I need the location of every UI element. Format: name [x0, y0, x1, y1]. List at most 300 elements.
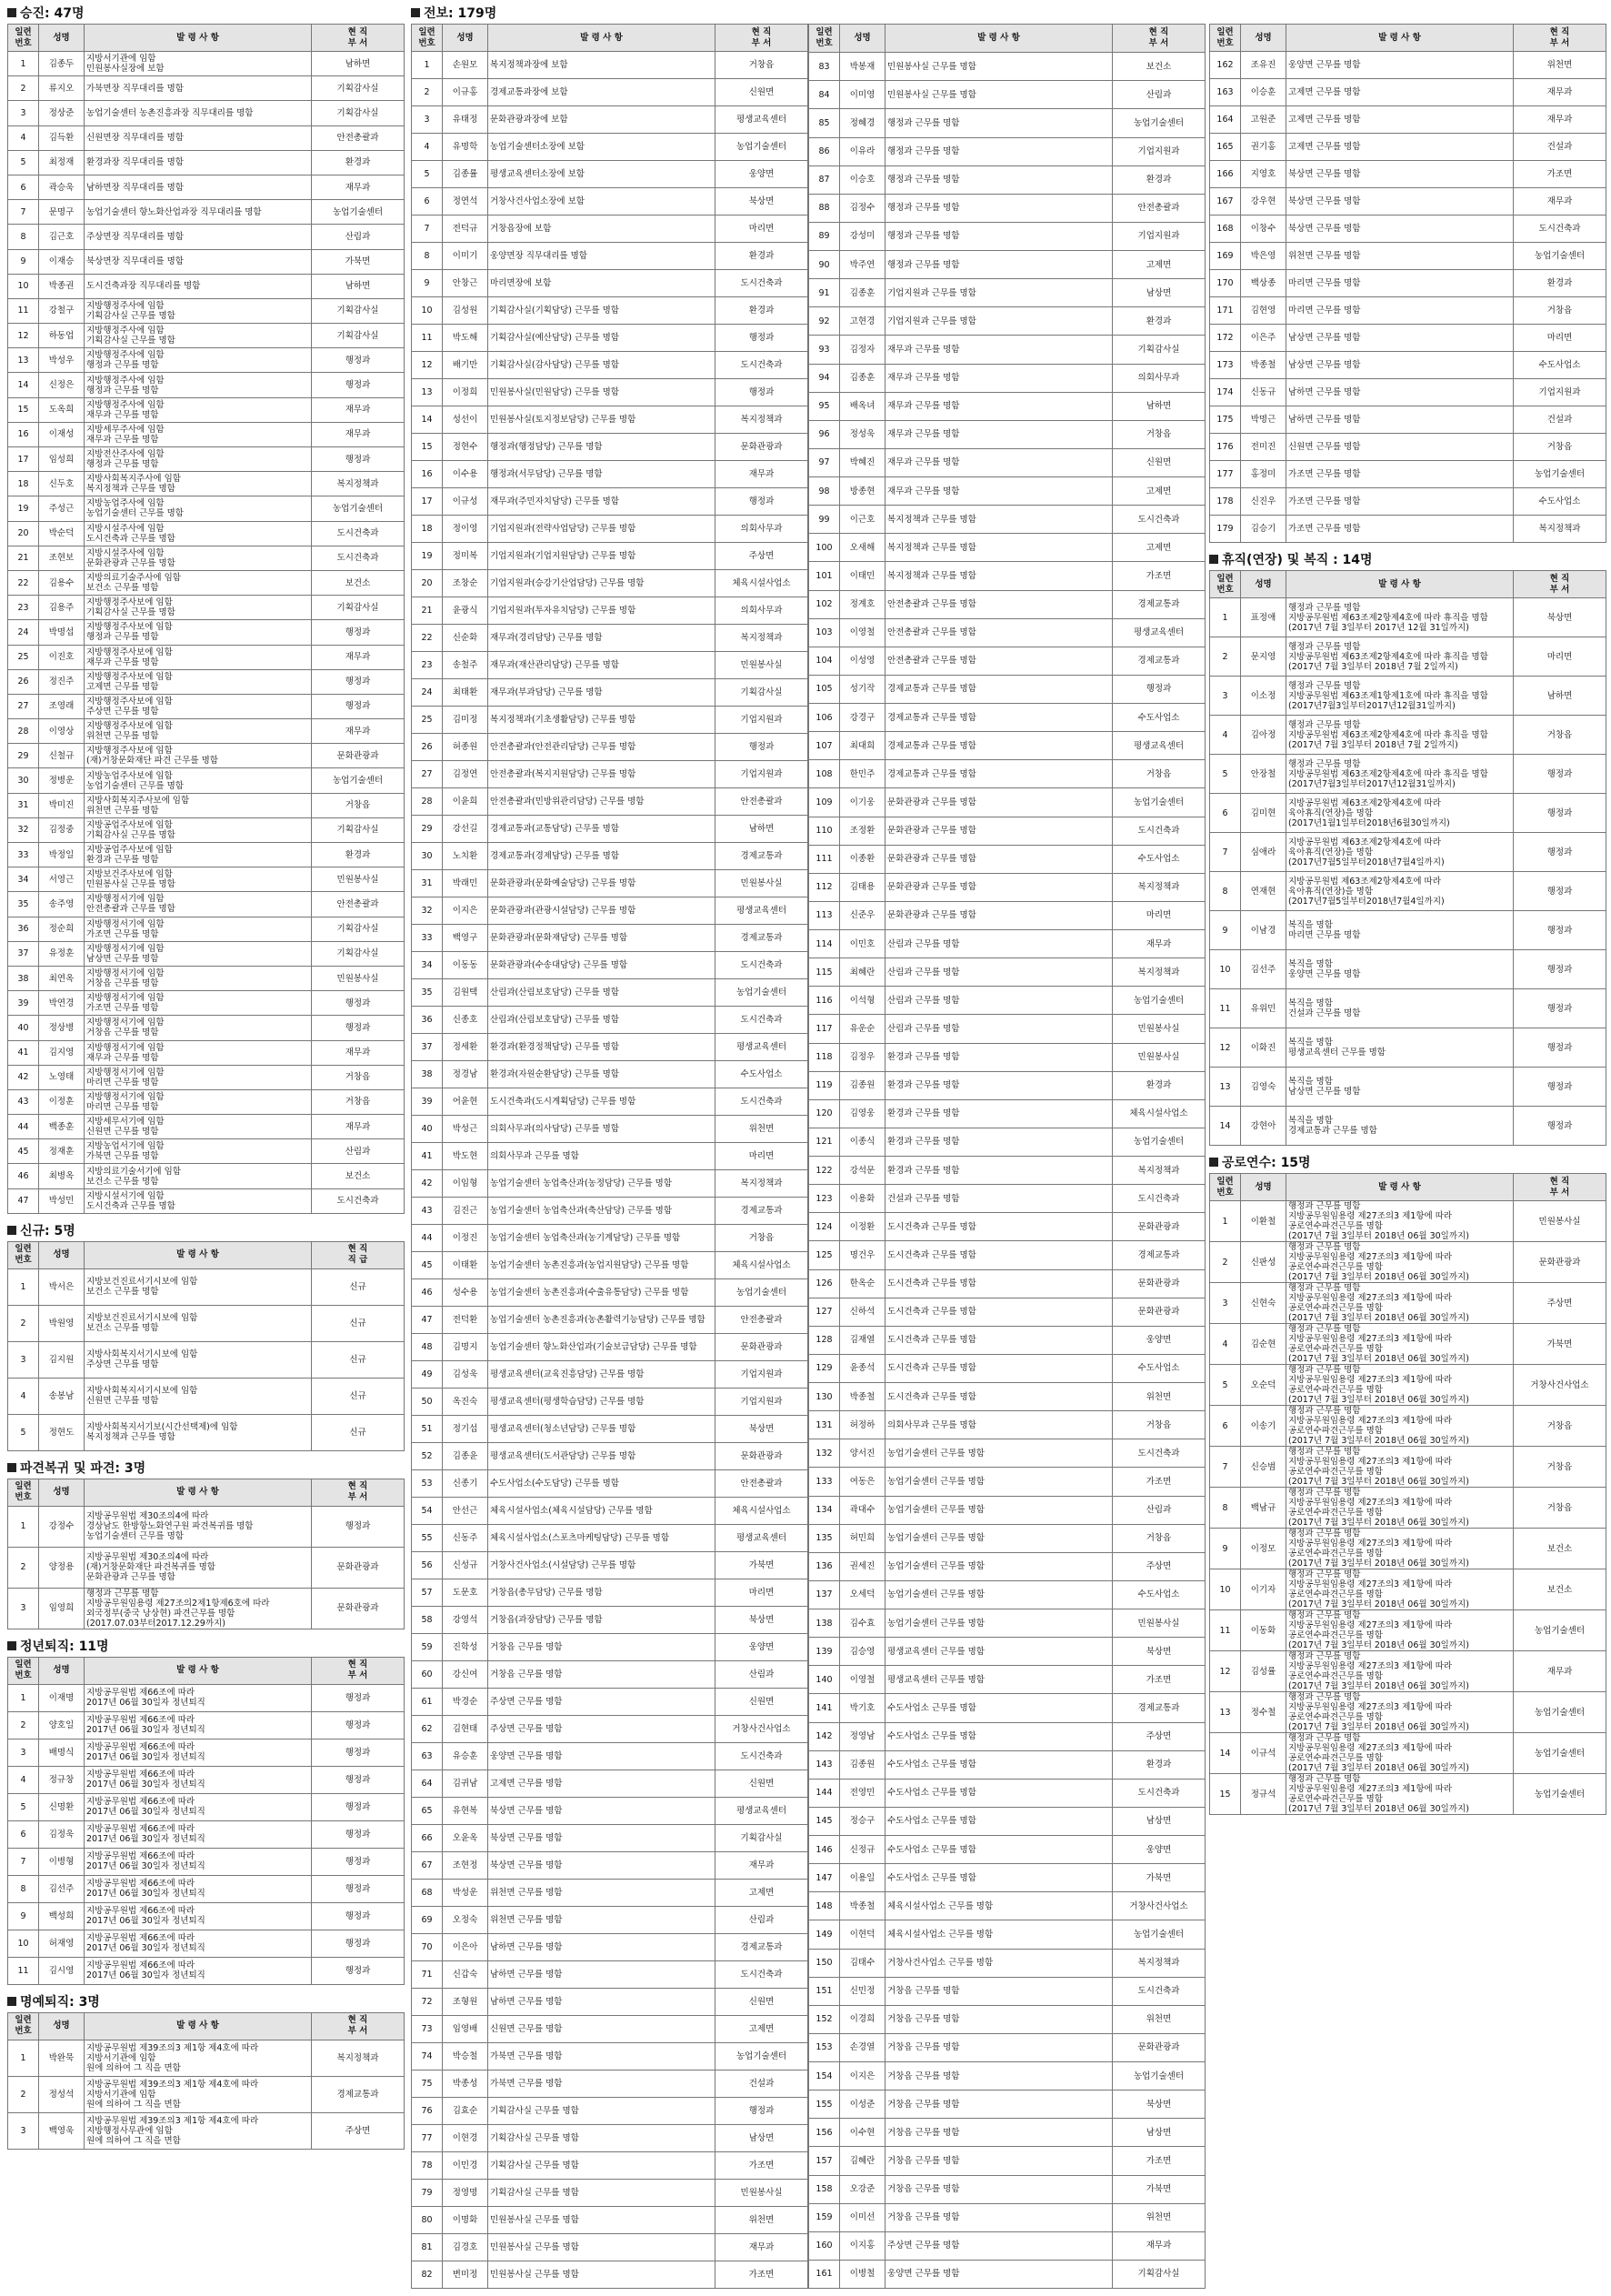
- row-number: 89: [809, 222, 840, 250]
- table-row: [809, 732, 1206, 760]
- row-name: 강철구: [39, 298, 85, 323]
- row-dept: 주상면: [715, 543, 808, 570]
- row-name: 정성석: [39, 2076, 85, 2112]
- row-name: 김수효: [840, 1609, 886, 1638]
- row-dept: 복지정책과: [715, 406, 808, 434]
- row-dept: 도시건축과: [715, 1743, 808, 1770]
- row-name: 신정규: [840, 1836, 886, 1864]
- row-number: 98: [809, 477, 840, 506]
- row-dept: 도시건축과: [715, 352, 808, 379]
- row-action: 평생교육센터소장에 보함: [488, 161, 715, 188]
- row-action: 지방시설서기에 임함 도시건축과 근무를 명함: [85, 1188, 312, 1213]
- row-action: 행정과 근무를 명함 지방공무원임용령 제27조의3 제1항에 따라 공로연수파견근무를 명함 (2017년 7월 3일부터 2018년 06월 30일까지): [1286, 1365, 1514, 1406]
- row-action: 행정과 근무를 명함 지방공무원임용령 제27조의2제1항제6호에 따라 외국정부(중국 낭상현) 파견근무를 명함 (2017.07.03부터2017.12.29까지): [85, 1588, 312, 1629]
- row-number: 5: [1210, 755, 1241, 794]
- row-name: 정현수: [443, 434, 488, 461]
- row-name: 정승구: [840, 1807, 886, 1835]
- table-header-row: [1210, 25, 1606, 52]
- row-action: 지방행정서기에 임함 가조면 근무를 명함: [85, 991, 312, 1016]
- row-dept: 거창읍: [1514, 434, 1606, 461]
- row-name: 김종원: [840, 1071, 886, 1099]
- row-number: 120: [809, 1099, 840, 1128]
- row-number: 3: [8, 1341, 39, 1378]
- table-row: [412, 1798, 808, 1825]
- row-action: 문화관광과(관광시설담당) 근무를 명함: [488, 897, 715, 925]
- row-action: 지방행정서기에 임함 재무과 근무를 명함: [85, 1040, 312, 1065]
- row-dept: 의회사무과: [715, 516, 808, 543]
- row-action: 북상면 근무를 명함: [1286, 161, 1514, 188]
- row-number: 31: [8, 793, 39, 817]
- row-number: 1: [1210, 598, 1241, 637]
- row-number: 1: [8, 52, 39, 76]
- row-action: 지방행정주사에 임함 재무과 근무를 명함: [85, 397, 312, 422]
- row-dept: 농업기술센터: [1113, 788, 1206, 817]
- row-dept: 거창읍: [1514, 1488, 1606, 1529]
- table-row: [809, 760, 1206, 788]
- section-title-text: 승진: 47명: [20, 6, 85, 21]
- row-action: 지방공무원법 제30조의4에 따라 경상남도 한방항노화연구원 파견복귀를 명함 농업기술센터 근무를 명함: [85, 1506, 312, 1547]
- row-action: 문화관광과(문화예술담당) 근무를 명함: [488, 870, 715, 897]
- row-number: 71: [412, 1961, 443, 1989]
- row-name: 정경남: [443, 1061, 488, 1088]
- table-row: [412, 2234, 808, 2261]
- row-dept: 남상면: [1113, 1807, 1206, 1835]
- table-row: [809, 618, 1206, 647]
- row-name: 조현보: [39, 546, 85, 570]
- table-row: [1210, 950, 1606, 989]
- row-number: 12: [412, 352, 443, 379]
- row-dept: 환경과: [1113, 307, 1206, 336]
- table-row: [412, 2043, 808, 2070]
- row-number: 10: [8, 1930, 39, 1957]
- row-dept: 산림과: [312, 225, 405, 249]
- row-number: 162: [1210, 52, 1241, 79]
- table-row: [809, 2203, 1206, 2231]
- table-row: [412, 2180, 808, 2207]
- header-number: 일련 번호: [8, 1241, 39, 1268]
- row-name: 배기만: [443, 352, 488, 379]
- table-row: [1210, 270, 1606, 297]
- row-dept: 마리면: [1113, 901, 1206, 929]
- row-dept: 위천면: [1113, 2005, 1206, 2033]
- row-name: 박성운: [443, 1880, 488, 1907]
- table-row: [8, 768, 405, 793]
- row-dept: 경제교통과: [1113, 590, 1206, 618]
- row-name: 김종윤: [443, 1443, 488, 1470]
- row-action: 지방행정주사보에 임함 주상면 근무를 명함: [85, 694, 312, 718]
- row-name: 이영철: [840, 618, 886, 647]
- row-action: 재무과(부과담당) 근무를 명함: [488, 679, 715, 707]
- row-dept: 남상면: [715, 2125, 808, 2152]
- row-action: 남상면 근무를 명함: [1286, 325, 1514, 352]
- row-action: 행정과(행정담당) 근무를 명함: [488, 434, 715, 461]
- table-row: [809, 562, 1206, 590]
- row-name: 이송기: [1241, 1406, 1286, 1447]
- row-name: 도옥희: [39, 397, 85, 422]
- row-number: 127: [809, 1298, 840, 1326]
- row-action: 복직을 명함 평생교육센터 근무를 명함: [1286, 1028, 1514, 1068]
- row-dept: 신규: [312, 1378, 405, 1414]
- row-number: 118: [809, 1043, 840, 1071]
- row-dept: 행정과: [1514, 872, 1606, 911]
- row-number: 14: [412, 406, 443, 434]
- row-name: 유정훈: [39, 941, 85, 966]
- row-number: 7: [8, 200, 39, 225]
- row-action: 거창읍 근무를 명함: [886, 2147, 1113, 2175]
- table-row: [412, 1116, 808, 1143]
- row-name: 유태정: [443, 106, 488, 134]
- row-name: 안장철: [1241, 755, 1286, 794]
- row-number: 13: [1210, 1692, 1241, 1733]
- row-dept: 복지정책과: [312, 2040, 405, 2076]
- row-name: 배명식: [39, 1739, 85, 1766]
- table-row: [8, 917, 405, 941]
- row-number: 100: [809, 534, 840, 562]
- row-name: 이석형: [840, 987, 886, 1015]
- header-action: 발 령 사 항: [85, 1241, 312, 1268]
- table-row: [809, 788, 1206, 817]
- row-name: 이창수: [1241, 216, 1286, 243]
- row-name: 정규창: [39, 1766, 85, 1793]
- row-dept: 안전총괄과: [1113, 194, 1206, 222]
- row-action: 거창읍 근무를 명함: [886, 2005, 1113, 2033]
- row-name: 김지영: [39, 1040, 85, 1065]
- row-action: 지방공무원법 제66조에 따라 2017년 06월 30일자 정년퇴직: [85, 1902, 312, 1930]
- row-name: 박혜진: [840, 448, 886, 476]
- row-name: 이민경: [443, 2152, 488, 2180]
- row-number: 40: [8, 1016, 39, 1040]
- row-action: 경제교통과(경제담당) 근무를 명함: [488, 843, 715, 870]
- row-dept: 행정과: [715, 379, 808, 406]
- row-number: 66: [412, 1825, 443, 1852]
- table-row: [809, 2175, 1206, 2203]
- row-action: 가조면 근무를 명함: [1286, 461, 1514, 488]
- row-number: 6: [1210, 794, 1241, 833]
- row-dept: 체육시설사업소: [715, 1498, 808, 1525]
- personnel-table: [7, 1479, 405, 1629]
- row-action: 지방행정서기에 임함 거창읍 근무를 명함: [85, 966, 312, 990]
- row-name: 김재열: [840, 1326, 886, 1354]
- row-name: 양서진: [840, 1439, 886, 1468]
- row-name: 이재성: [39, 422, 85, 446]
- row-name: 김득환: [39, 125, 85, 150]
- row-dept: 환경과: [1113, 1750, 1206, 1779]
- row-name: 김경호: [443, 2234, 488, 2261]
- row-dept: 농업기술센터: [1514, 243, 1606, 270]
- row-action: 거창읍 근무를 명함: [886, 1977, 1113, 2005]
- row-name: 전영민: [840, 1779, 886, 1807]
- row-action: 지방의료기술서기에 임함 보건소 근무를 명함: [85, 1164, 312, 1188]
- row-dept: 환경과: [1113, 1071, 1206, 1099]
- row-number: 174: [1210, 379, 1241, 406]
- row-number: 36: [8, 917, 39, 941]
- table-row: [8, 2076, 405, 2112]
- section-transfer: [411, 4, 1204, 2289]
- row-name: 백상종: [1241, 270, 1286, 297]
- row-number: 22: [8, 570, 39, 595]
- row-action: 안전총괄과(복지지원담당) 근무를 명함: [488, 761, 715, 788]
- row-dept: 문화관광과: [1113, 1213, 1206, 1241]
- row-number: 112: [809, 873, 840, 901]
- row-name: 김시영: [39, 1957, 85, 1984]
- row-number: 45: [8, 1139, 39, 1164]
- table-row: [8, 397, 405, 422]
- row-name: 신준우: [840, 901, 886, 929]
- column-right: [1209, 4, 1606, 1822]
- row-number: 65: [412, 1798, 443, 1825]
- row-name: 노치환: [443, 843, 488, 870]
- table-row: [412, 188, 808, 216]
- row-action: 지방행정서기에 임함 가조면 근무를 명함: [85, 917, 312, 941]
- table-row: [809, 1496, 1206, 1524]
- table-row: [1210, 1488, 1606, 1529]
- personnel-table: [808, 24, 1206, 2289]
- table-row: [412, 734, 808, 761]
- row-dept: 거창사건사업소: [715, 1716, 808, 1743]
- row-action: 평생교육센터(청소년담당) 근무를 명함: [488, 1416, 715, 1443]
- table-row: [809, 1185, 1206, 1213]
- table-row: [8, 1957, 405, 1984]
- row-dept: 환경과: [715, 243, 808, 270]
- row-action: 수도사업소 근무를 명함: [886, 1864, 1113, 1892]
- row-number: 9: [8, 249, 39, 274]
- row-dept: 농업기술센터: [715, 134, 808, 161]
- row-number: 179: [1210, 516, 1241, 543]
- table-row: [8, 1711, 405, 1739]
- table-row: [1210, 188, 1606, 216]
- row-dept: 행정과: [1514, 911, 1606, 950]
- row-dept: 수도사업소: [1514, 352, 1606, 379]
- row-name: 고원준: [1241, 106, 1286, 134]
- table-row: [412, 625, 808, 652]
- row-number: 8: [8, 1875, 39, 1902]
- row-action: 위천면 근무를 명함: [488, 1907, 715, 1934]
- table-row: [412, 1661, 808, 1689]
- table-row: [809, 1892, 1206, 1920]
- row-action: 경제교통과 근무를 명함: [886, 732, 1113, 760]
- table-row: [8, 546, 405, 570]
- table-row: [412, 761, 808, 788]
- row-name: 김종훈: [840, 364, 886, 392]
- row-name: 유승훈: [443, 1743, 488, 1770]
- row-name: 김원택: [443, 979, 488, 1007]
- row-name: 전덕규: [443, 216, 488, 243]
- table-row: [809, 930, 1206, 958]
- row-dept: 남상면: [1113, 2119, 1206, 2147]
- row-name: 윤광식: [443, 597, 488, 625]
- row-name: 손원모: [443, 52, 488, 79]
- row-action: 지방농업주사보에 임함 농업기술센터 근무를 명함: [85, 768, 312, 793]
- table-header-row: [8, 1241, 405, 1268]
- row-name: 김정자: [840, 336, 886, 364]
- row-number: 3: [1210, 677, 1241, 716]
- table-row: [412, 843, 808, 870]
- row-name: 박명섭: [39, 620, 85, 645]
- row-dept: 재무과: [1514, 79, 1606, 106]
- section-title-text: 전보: 179명: [424, 6, 497, 21]
- row-number: 5: [1210, 1365, 1241, 1406]
- row-dept: 주상면: [1113, 1722, 1206, 1750]
- table-row: [1210, 1733, 1606, 1774]
- row-name: 이태환: [443, 1252, 488, 1279]
- row-action: 환경과(자원순환담당) 근무를 명함: [488, 1061, 715, 1088]
- row-action: 농업기술센터소장에 보함: [488, 134, 715, 161]
- row-name: 이규성: [443, 488, 488, 516]
- row-name: 김성원: [443, 297, 488, 325]
- row-dept: 신원면: [715, 1989, 808, 2016]
- row-action: 복지정책과장에 보함: [488, 52, 715, 79]
- row-number: 92: [809, 307, 840, 336]
- row-action: 행정과 근무를 명함 지방공무원법 제63조제2항제4호에 따라 휴직을 명함 (2017년 7월 3일부터 2017년 12월 31일까지): [1286, 598, 1514, 637]
- row-name: 성선이: [443, 406, 488, 434]
- row-number: 54: [412, 1498, 443, 1525]
- row-dept: 가북면: [1113, 1864, 1206, 1892]
- table-row: [412, 1579, 808, 1607]
- table-row: [809, 1383, 1206, 1411]
- row-number: 42: [412, 1170, 443, 1198]
- row-dept: 행정과: [312, 1930, 405, 1957]
- row-number: 23: [412, 652, 443, 679]
- row-action: 경제교통과장에 보함: [488, 79, 715, 106]
- row-name: 김종률: [443, 161, 488, 188]
- row-action: 수도사업소 근무를 명함: [886, 1694, 1113, 1722]
- row-name: 김영웅: [840, 1099, 886, 1128]
- row-action: 고제면 근무를 명함: [488, 1770, 715, 1798]
- row-action: 도시건축과 근무를 명함: [886, 1383, 1113, 1411]
- row-name: 백영욱: [39, 2112, 85, 2149]
- row-dept: 거창읍: [715, 1225, 808, 1252]
- row-action: 북상면 근무를 명함: [1286, 188, 1514, 216]
- row-action: 지방공무원법 제30조의4에 따라 (재)거창문화재단 파견복귀를 명함 문화관광과 근무를 명함: [85, 1547, 312, 1588]
- row-name: 신갑숙: [443, 1961, 488, 1989]
- row-number: 9: [1210, 911, 1241, 950]
- row-action: 남하면 근무를 명함: [488, 1961, 715, 1989]
- row-name: 한민주: [840, 760, 886, 788]
- row-name: 백남규: [1241, 1488, 1286, 1529]
- row-number: 148: [809, 1892, 840, 1920]
- row-name: 이동동: [443, 952, 488, 979]
- row-name: 이화진: [1241, 1028, 1286, 1068]
- table-row: [8, 941, 405, 966]
- row-number: 1: [8, 1684, 39, 1711]
- row-number: 142: [809, 1722, 840, 1750]
- row-dept: 재무과: [1514, 1651, 1606, 1692]
- row-dept: 북상면: [1113, 1638, 1206, 1666]
- row-dept: 도시건축과: [715, 952, 808, 979]
- row-name: 신현숙: [1241, 1283, 1286, 1324]
- row-dept: 도시건축과: [1113, 817, 1206, 845]
- table-row: [809, 477, 1206, 506]
- table-row: [412, 1825, 808, 1852]
- row-action: 민원봉사실(토지정보담당) 근무를 명함: [488, 406, 715, 434]
- row-name: 박원영: [39, 1305, 85, 1341]
- table-row: [809, 1099, 1206, 1128]
- row-name: 박종철: [840, 1383, 886, 1411]
- row-dept: 기획감사실: [312, 917, 405, 941]
- row-name: 이수용: [443, 461, 488, 488]
- row-action: 행정과(서무담당) 근무를 명함: [488, 461, 715, 488]
- row-dept: 남하면: [1514, 677, 1606, 716]
- table-row: [412, 406, 808, 434]
- row-name: 유운순: [840, 1015, 886, 1043]
- row-name: 백성희: [39, 1902, 85, 1930]
- row-dept: 민원봉사실: [1113, 1015, 1206, 1043]
- row-number: 106: [809, 704, 840, 732]
- row-dept: 기획감사실: [312, 324, 405, 348]
- row-number: 6: [412, 188, 443, 216]
- row-name: 김정수: [840, 194, 886, 222]
- row-action: 북상면 근무를 명함: [1286, 216, 1514, 243]
- table-row: [1210, 325, 1606, 352]
- row-action: 거창읍 근무를 명함: [488, 1634, 715, 1661]
- row-name: 정계호: [840, 590, 886, 618]
- table-row: [412, 1989, 808, 2016]
- row-number: 2: [8, 1711, 39, 1739]
- table-row: [8, 249, 405, 274]
- row-action: 웅양면 근무를 명함: [1286, 52, 1514, 79]
- table-row: [1210, 755, 1606, 794]
- section-title: [1209, 1153, 1606, 1173]
- table-row: [412, 1770, 808, 1798]
- table-row: [809, 1552, 1206, 1580]
- row-name: 이은주: [1241, 325, 1286, 352]
- row-name: 김용주: [39, 596, 85, 620]
- table-row: [809, 1722, 1206, 1750]
- row-number: 119: [809, 1071, 840, 1099]
- row-name: 양정용: [39, 1547, 85, 1588]
- header-name: 성명: [39, 2012, 85, 2040]
- row-number: 15: [412, 434, 443, 461]
- section-bullet-icon: [1209, 1158, 1218, 1167]
- row-action: 기획감사실(기획담당) 근무를 명함: [488, 297, 715, 325]
- row-number: 176: [1210, 434, 1241, 461]
- row-dept: 농업기술센터: [1514, 1692, 1606, 1733]
- row-dept: 기획감사실: [312, 298, 405, 323]
- row-dept: 행정과: [715, 488, 808, 516]
- row-number: 60: [412, 1661, 443, 1689]
- row-dept: 행정과: [312, 991, 405, 1016]
- row-action: 웅양면장 직무대리를 명함: [488, 243, 715, 270]
- row-name: 박성민: [39, 1188, 85, 1213]
- table-row: [809, 109, 1206, 137]
- row-dept: 평생교육센터: [1113, 732, 1206, 760]
- table-row: [809, 1468, 1206, 1496]
- row-name: 조창순: [443, 570, 488, 597]
- row-name: 권세진: [840, 1552, 886, 1580]
- row-dept: 행정과: [1514, 1068, 1606, 1107]
- table-row: [809, 2231, 1206, 2260]
- row-number: 43: [8, 1089, 39, 1114]
- table-row: [1210, 1692, 1606, 1733]
- section-title: [7, 1221, 404, 1241]
- header-dept: 현 직 부 서: [312, 25, 405, 52]
- row-action: 지방행정주사에 임함 기획감사실 근무를 명함: [85, 324, 312, 348]
- row-dept: 문화관광과: [1113, 1269, 1206, 1298]
- section-4: [7, 1637, 404, 1985]
- row-action: 기업지원과(투자유치담당) 근무를 명함: [488, 597, 715, 625]
- row-action: 행정과 근무를 명함: [886, 222, 1113, 250]
- row-name: 허정하: [840, 1411, 886, 1439]
- row-dept: 복지정책과: [715, 625, 808, 652]
- row-dept: 남하면: [1113, 392, 1206, 420]
- section-title: [1209, 550, 1606, 570]
- row-number: 126: [809, 1269, 840, 1298]
- row-name: 정미복: [443, 543, 488, 570]
- row-name: 김진근: [443, 1198, 488, 1225]
- row-dept: 가북면: [1113, 2175, 1206, 2203]
- row-dept: 도시건축과: [715, 1088, 808, 1116]
- table-row: [809, 1157, 1206, 1185]
